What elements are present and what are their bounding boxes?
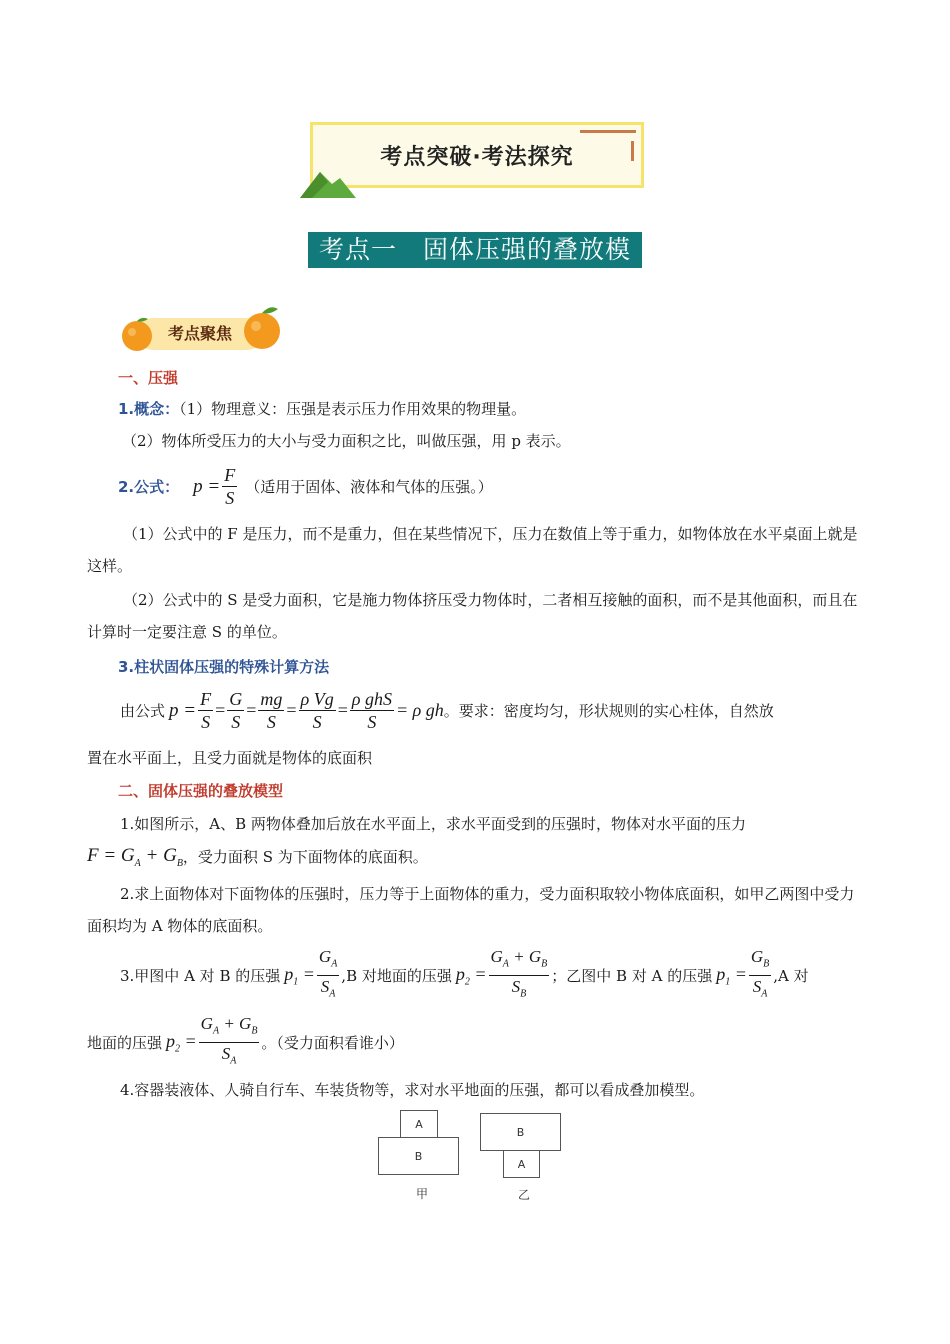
item-1-text-b: ，受力面积 S 为下面物体的底面积。 — [182, 848, 428, 867]
concept-label: 1.概念： — [118, 400, 180, 418]
concept-text-2: （2）物体所受压力的大小与受力面积之比，叫做压强，用 p 表示。 — [122, 432, 571, 450]
formula-fraction: $\frac{F}{S}$ — [224, 465, 236, 508]
item-3-text-a: 3.甲图中 A 对 B 的压强 — [120, 967, 281, 986]
item-3-text-e: 地面的压强 — [87, 1034, 163, 1053]
formula-note: （适用于固体、液体和气体的压强。） — [245, 478, 493, 496]
banner-accent-bar — [580, 130, 636, 133]
item-3-text-b: ,B 对地面的压强 — [341, 967, 452, 986]
item-2: 2.求上面物体对下面物体的压强时，压力等于上面物体的重力，受力面积取较小物体底面积，如甲乙两图中受力面积均为 A 物体的底面积。 — [87, 885, 855, 935]
banner-title: 考点突破·考法探究 — [380, 144, 574, 170]
special-line-2: 置在水平面上，且受力面就是物体的底面积 — [87, 749, 373, 767]
special-prefix: 由公式 — [120, 702, 166, 720]
formula-expression: p = — [193, 475, 221, 497]
figure-jia-block-top: A — [400, 1110, 438, 1138]
figure-yi-block-bottom: A — [503, 1150, 540, 1178]
concept-text-1: （1）物理意义：压强是表示压力作用效果的物理量。 — [179, 400, 527, 418]
figure-yi-caption: 乙 — [518, 1188, 531, 1202]
item-3-text-f: 。（受力面积看谁小） — [261, 1034, 404, 1053]
formula-line — [118, 464, 493, 509]
banner-accent-tick — [631, 141, 634, 161]
item-3-text-d: ,A 对 — [773, 967, 809, 986]
special-formula-line: 由公式 p = $\frac{F}{S}$ = $\frac{G}{S}$ = $\frac{mg}{S}$ = $\frac{\text{ρ Vg}}{S}$ = $\frac{\text{ρ ghS}}{S}$ = ρ gh 。要求：密度均匀，形状规则的实心柱体，自然放 — [120, 689, 774, 732]
heading-stacking-model: 二、固体压强的叠放模型 — [118, 782, 284, 800]
figure-jia-caption: 甲 — [416, 1187, 429, 1201]
item-1-line-b: $F = G_A + G_B$ ，受力面积 S 为下面物体的底面积。 — [87, 845, 428, 869]
item-3-text-c: ；乙图中 B 对 A 的压强 — [551, 967, 713, 986]
mountain-icon — [298, 168, 358, 200]
heading-pressure: 一、压强 — [118, 369, 179, 387]
item-1-line-a: 1.如图所示，A、B 两物体叠加后放在水平面上，求水平面受到的压强时，物体对水平面的压力 — [120, 815, 746, 833]
item-3-line-b: 地面的压强 $p_2$ = $\frac{G_A + G_B}{S_A}$ 。（受力面积看谁小） — [87, 1014, 404, 1067]
item-3-line-a: 3.甲图中 A 对 B 的压强 $p_1$ = $\frac{G_A}{S_A}$ ,B 对地面的压强 $p_2$ = $\frac{G_A + G_B}{S_B}$ ；乙图中 B 对 A 的压强 $p_1$ = $\frac{G_B}{S_A}$ ,A 对 — [120, 947, 809, 1000]
section-title: 考点一 固体压强的叠放模型 — [308, 232, 642, 268]
formula-label: 2.公式： — [118, 478, 180, 496]
note-2: （2）公式中的 S 是受力面积，它是施力物体挤压受力物体时，二者相互接触的面积，而不是其他面积，而且在计算时一定要注意 S 的单位。 — [87, 591, 858, 641]
badge-label: 考点聚焦 — [167, 324, 232, 343]
note-1: （1）公式中的 F 是压力，而不是重力，但在某些情况下，压力在数值上等于重力，如物体放在水平桌面上就是这样。 — [87, 525, 858, 575]
special-heading: 3.柱状固体压强的特殊计算方法 — [118, 658, 330, 676]
item-4: 4.容器装液体、人骑自行车、车装货物等，求对水平地面的压强，都可以看成叠加模型。 — [120, 1081, 705, 1099]
special-suffix: 。要求：密度均匀，形状规则的实心柱体，自然放 — [443, 702, 774, 720]
figure-jia-block-bottom: B — [378, 1137, 459, 1175]
figure-yi-block-top: B — [480, 1113, 561, 1151]
concept-line-1 — [118, 399, 526, 419]
